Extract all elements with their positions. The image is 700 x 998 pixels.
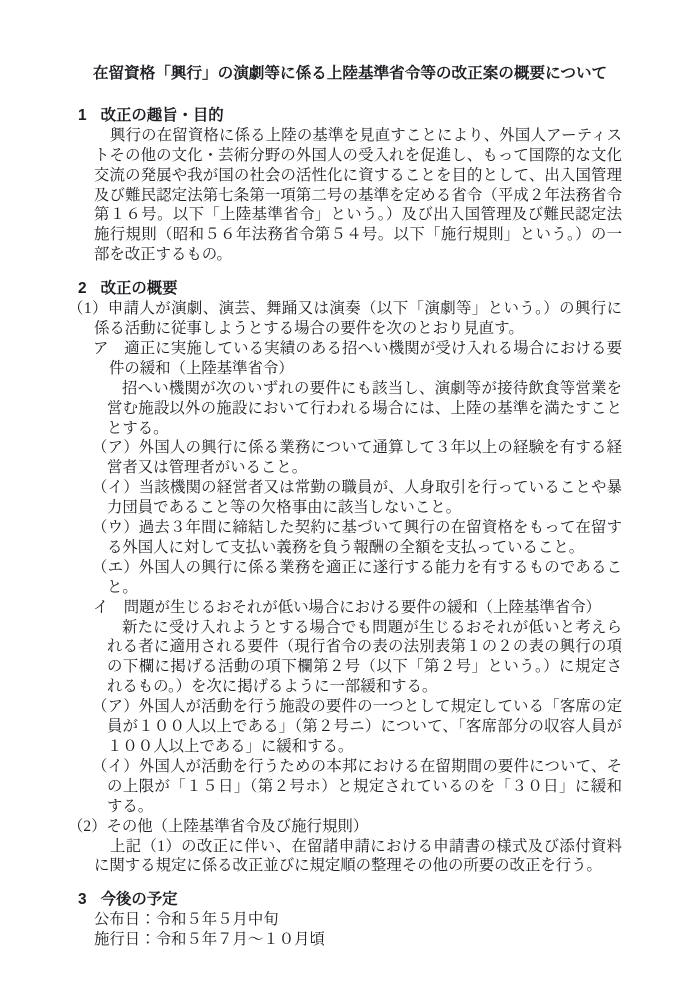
section-3-number: 3 — [78, 891, 87, 909]
section-2-number: 2 — [78, 280, 87, 298]
section-1-heading — [62, 106, 622, 126]
item-a-sub-i-kekkaku: （イ）当該機関の経営者又は常勤の職員が、人身取引を行っていることや暴力団員であること等の欠格事由に該当しないこと。 — [92, 479, 622, 517]
section-3-title: 今後の予定 — [100, 891, 178, 909]
section-1 — [62, 106, 622, 265]
item-2-paragraph: 上記（1）の改正に伴い、在留諸申請における申請書の様式及び添付資料に関する規定に係る改正並びに規定順の整理その他の所要の改正を行う。 — [94, 837, 622, 875]
item-i-paragraph: 新たに受け入れようとする場合でも問題が生じるおそれが低いと考えられる者に適用される要件（現行省令の表の法別表第１の２の表の興行の項の下欄に掲げる活動の項下欄第２号（以下「第２号」という。）に規定されるもの。）を次に掲げるように一部緩和する。 — [107, 618, 622, 696]
item-2-sonota: （2）その他（上陸基準省令及び施行規則） — [68, 817, 369, 835]
document-title: 在留資格「興行」の演劇等に係る上陸基準省令等の改正案の概要について — [92, 65, 608, 82]
item-1-shinseinin: （1）申請人が演劇、演芸、舞踊又は演奏（以下「演劇等」という。）の興行に係る活動に従事しようとする場合の要件を次のとおり見直す。 — [68, 300, 622, 337]
item-a-paragraph: 招へい機関が次のいずれの要件にも該当し、演劇等が接待飲食等営業を営む施設以外の施設において行われる場合には、上陸の基準を満たすこととする。 — [107, 379, 622, 437]
section-1-number: 1 — [78, 106, 87, 124]
section-2-heading — [62, 279, 622, 299]
item-i-sub-i-zairyukikan: （イ）外国人が活動を行うための本邦における在留期間の要件について、その上限が「１５日」（第２号ホ）と規定されているのを「３０日」に緩和する。 — [92, 757, 622, 815]
section-2 — [62, 279, 622, 876]
item-a-sub-u-hoshu: （ウ）過去３年間に締結した契約に基づいて興行の在留資格をもって在留する外国人に対して支払い義務を負う報酬の全額を支払っていること。 — [92, 519, 622, 556]
section-2-title: 改正の概要 — [100, 280, 178, 298]
item-a-tekisei-kanwa: ア 適正に実施している実績のある招へい機関が受け入れる場合における要件の緩和（上陸基準省令） — [93, 339, 622, 377]
item-a-sub-a-keiken: （ア）外国人の興行に係る業務について通算して３年以上の経験を有する経営者又は管理者がいること。 — [92, 439, 622, 477]
promulgation-date-line: 公布日：令和５年５月中旬 — [94, 911, 279, 929]
enforcement-date-line: 施行日：令和５年７月～１０月頃 — [94, 931, 325, 949]
item-i-mondai-kanwa: イ 問題が生じるおそれが低い場合における要件の緩和（上陸基準省令） — [93, 598, 601, 616]
section-1-paragraph: 興行の在留資格に係る上陸の基準を見直すことにより、外国人アーティストその他の文化・芸術分野の外国人の受入れを促進し、もって国際的な文化交流の発展や我が国の社会の活性化に資することを目的として、出入国管理及び難民認定法第七条第一項第二号の基準を定める省令（平成２年法務省令第１６号。以下「上陸基準省令」という。）及び出入国管理及び難民認定法施行規則（昭和５６年法務省令第５４号。以下「施行規則」という。）の一部を改正するもの。 — [94, 126, 622, 264]
item-i-sub-a-kyakuseki: （ア）外国人が活動を行う施設の要件の一つとして規定している「客席の定員が１００人以上である」（第２号ニ）について、「客席部分の収容人員が１００人以上である」に緩和する。 — [92, 698, 622, 755]
section-3 — [62, 890, 622, 950]
item-a-sub-e-noryoku: （エ）外国人の興行に係る業務を適正に遂行する能力を有するものであること。 — [92, 558, 622, 596]
section-3-heading — [62, 890, 622, 910]
section-1-title: 改正の趣旨・目的 — [100, 106, 224, 124]
